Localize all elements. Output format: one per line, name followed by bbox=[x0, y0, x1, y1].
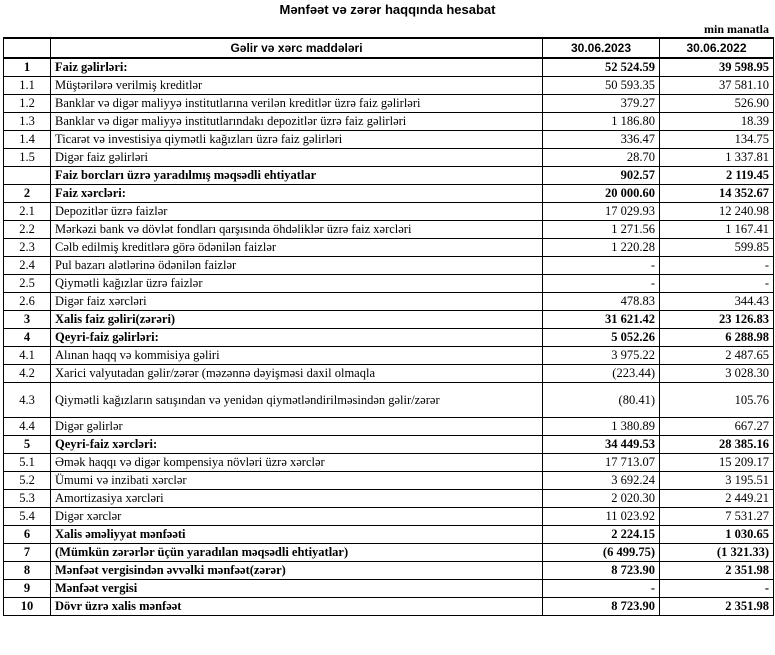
value-2022: 28 385.16 bbox=[660, 436, 774, 454]
value-2023: 1 220.28 bbox=[543, 239, 660, 257]
row-number: 1.3 bbox=[4, 113, 51, 131]
value-2022: 14 352.67 bbox=[660, 185, 774, 203]
value-2022: 39 598.95 bbox=[660, 58, 774, 77]
row-label: Mərkəzi bank və dövlət fondları qarşısında öhdəliklər üzrə faiz xərcləri bbox=[51, 221, 543, 239]
row-label: Faiz gəlirləri: bbox=[51, 58, 543, 77]
row-number: 1.2 bbox=[4, 95, 51, 113]
row-number: 3 bbox=[4, 311, 51, 329]
value-2022: (1 321.33) bbox=[660, 544, 774, 562]
row-number: 9 bbox=[4, 580, 51, 598]
row-number: 2.5 bbox=[4, 275, 51, 293]
value-2023: 1 380.89 bbox=[543, 418, 660, 436]
income-statement-table bbox=[3, 37, 774, 616]
row-label: Qiymətli kağızlar üzrə faizlər bbox=[51, 275, 543, 293]
table-row bbox=[4, 508, 774, 526]
table-row bbox=[4, 58, 774, 77]
value-2022: - bbox=[660, 275, 774, 293]
value-2023: 31 621.42 bbox=[543, 311, 660, 329]
table-row bbox=[4, 526, 774, 544]
row-label: Pul bazarı alətlərinə ödənilən faizlər bbox=[51, 257, 543, 275]
value-2022: 7 531.27 bbox=[660, 508, 774, 526]
row-number: 2.3 bbox=[4, 239, 51, 257]
table-row bbox=[4, 149, 774, 167]
table-row bbox=[4, 203, 774, 221]
table-row bbox=[4, 598, 774, 616]
table-row bbox=[4, 185, 774, 203]
value-2023: 17 029.93 bbox=[543, 203, 660, 221]
report-title: Mənfəət və zərər haqqında hesabat bbox=[279, 2, 496, 17]
value-2022: 105.76 bbox=[660, 383, 774, 418]
row-label: Cəlb edilmiş kreditlərə görə ödənilən faizlər bbox=[51, 239, 543, 257]
row-number: 5 bbox=[4, 436, 51, 454]
value-2023: 11 023.92 bbox=[543, 508, 660, 526]
value-2023: (223.44) bbox=[543, 365, 660, 383]
value-2022: 2 487.65 bbox=[660, 347, 774, 365]
row-number: 7 bbox=[4, 544, 51, 562]
row-label: Müştərilərə verilmiş kreditlər bbox=[51, 77, 543, 95]
value-2022: 1 167.41 bbox=[660, 221, 774, 239]
value-2023: - bbox=[543, 257, 660, 275]
value-2023: 8 723.90 bbox=[543, 562, 660, 580]
row-number: 10 bbox=[4, 598, 51, 616]
header-period-2023: 30.06.2023 bbox=[543, 38, 660, 58]
row-label: Faiz xərcləri: bbox=[51, 185, 543, 203]
value-2023: 2 224.15 bbox=[543, 526, 660, 544]
table-row bbox=[4, 436, 774, 454]
row-number: 8 bbox=[4, 562, 51, 580]
table-row bbox=[4, 275, 774, 293]
value-2023: 3 975.22 bbox=[543, 347, 660, 365]
value-2022: 18.39 bbox=[660, 113, 774, 131]
row-number: 2 bbox=[4, 185, 51, 203]
row-number: 5.1 bbox=[4, 454, 51, 472]
value-2022: 1 030.65 bbox=[660, 526, 774, 544]
row-label: Xalis faiz gəliri(zərəri) bbox=[51, 311, 543, 329]
value-2023: 20 000.60 bbox=[543, 185, 660, 203]
value-2022: 2 351.98 bbox=[660, 562, 774, 580]
value-2023: 379.27 bbox=[543, 95, 660, 113]
row-number: 5.4 bbox=[4, 508, 51, 526]
currency-unit-label: min manatla bbox=[703, 22, 769, 36]
row-label: Digər faiz xərcləri bbox=[51, 293, 543, 311]
row-label: Mənfəət vergisi bbox=[51, 580, 543, 598]
table-row bbox=[4, 167, 774, 185]
table-header-row bbox=[4, 38, 774, 58]
table-row bbox=[4, 472, 774, 490]
value-2023: 902.57 bbox=[543, 167, 660, 185]
value-2023: - bbox=[543, 275, 660, 293]
row-label: Qeyri-faiz xərcləri: bbox=[51, 436, 543, 454]
table-row bbox=[4, 239, 774, 257]
value-2022: 599.85 bbox=[660, 239, 774, 257]
row-label: Xarici valyutadan gəlir/zərər (məzənnə dəyişməsi daxil olmaqla bbox=[51, 365, 543, 383]
row-number: 4 bbox=[4, 329, 51, 347]
row-label: Depozitlər üzrə faizlər bbox=[51, 203, 543, 221]
value-2023: 3 692.24 bbox=[543, 472, 660, 490]
value-2022: - bbox=[660, 580, 774, 598]
table-row bbox=[4, 365, 774, 383]
table-row bbox=[4, 113, 774, 131]
row-number: 1.1 bbox=[4, 77, 51, 95]
value-2022: 667.27 bbox=[660, 418, 774, 436]
row-label: Ticarət və investisiya qiymətli kağızları üzrə faiz gəlirləri bbox=[51, 131, 543, 149]
table-row bbox=[4, 454, 774, 472]
row-number: 2.4 bbox=[4, 257, 51, 275]
row-number: 2.2 bbox=[4, 221, 51, 239]
value-2022: 526.90 bbox=[660, 95, 774, 113]
value-2022: 37 581.10 bbox=[660, 77, 774, 95]
row-label: Banklar və digər maliyyə institutlarına verilən kreditlər üzrə faiz gəlirləri bbox=[51, 95, 543, 113]
value-2023: 34 449.53 bbox=[543, 436, 660, 454]
header-item: Gəlir və xərc maddələri bbox=[51, 38, 543, 58]
value-2022: - bbox=[660, 257, 774, 275]
row-number: 4.1 bbox=[4, 347, 51, 365]
value-2023: 50 593.35 bbox=[543, 77, 660, 95]
value-2022: 23 126.83 bbox=[660, 311, 774, 329]
value-2022: 3 195.51 bbox=[660, 472, 774, 490]
row-number: 4.2 bbox=[4, 365, 51, 383]
table-row bbox=[4, 77, 774, 95]
value-2023: - bbox=[543, 580, 660, 598]
value-2022: 344.43 bbox=[660, 293, 774, 311]
row-label: Digər gəlirlər bbox=[51, 418, 543, 436]
value-2023: 478.83 bbox=[543, 293, 660, 311]
row-label: Dövr üzrə xalis mənfəət bbox=[51, 598, 543, 616]
row-number bbox=[4, 167, 51, 185]
row-label: Əmək haqqı və digər kompensiya növləri üzrə xərclər bbox=[51, 454, 543, 472]
table-row bbox=[4, 329, 774, 347]
value-2022: 134.75 bbox=[660, 131, 774, 149]
value-2023: 52 524.59 bbox=[543, 58, 660, 77]
table-row bbox=[4, 293, 774, 311]
row-number: 5.2 bbox=[4, 472, 51, 490]
row-number: 2.6 bbox=[4, 293, 51, 311]
table-row bbox=[4, 221, 774, 239]
value-2022: 2 351.98 bbox=[660, 598, 774, 616]
table-row bbox=[4, 131, 774, 149]
row-label: Banklar və digər maliyyə institutlarındakı depozitlər üzrə faiz gəlirləri bbox=[51, 113, 543, 131]
value-2022: 12 240.98 bbox=[660, 203, 774, 221]
row-label: Xalis əməliyyat mənfəəti bbox=[51, 526, 543, 544]
value-2023: 1 186.80 bbox=[543, 113, 660, 131]
value-2023: (80.41) bbox=[543, 383, 660, 418]
table-row bbox=[4, 490, 774, 508]
value-2022: 3 028.30 bbox=[660, 365, 774, 383]
table-row bbox=[4, 562, 774, 580]
table-row bbox=[4, 257, 774, 275]
table-row bbox=[4, 347, 774, 365]
row-number: 2.1 bbox=[4, 203, 51, 221]
value-2023: 5 052.26 bbox=[543, 329, 660, 347]
header-period-2022: 30.06.2022 bbox=[660, 38, 774, 58]
row-label: Mənfəət vergisindən əvvəlki mənfəət(zərər) bbox=[51, 562, 543, 580]
row-label: Amortizasiya xərcləri bbox=[51, 490, 543, 508]
table-row bbox=[4, 95, 774, 113]
row-label: Faiz borcları üzrə yaradılmış məqsədli ehtiyatlar bbox=[51, 167, 543, 185]
value-2023: 17 713.07 bbox=[543, 454, 660, 472]
table-row bbox=[4, 580, 774, 598]
row-label: (Mümkün zərərlər üçün yaradılan məqsədli ehtiyatlar) bbox=[51, 544, 543, 562]
row-number: 4.4 bbox=[4, 418, 51, 436]
row-label: Digər xərclər bbox=[51, 508, 543, 526]
row-label: Alınan haqq və kommisiya gəliri bbox=[51, 347, 543, 365]
row-label: Ümumi və inzibati xərclər bbox=[51, 472, 543, 490]
row-number: 1.5 bbox=[4, 149, 51, 167]
value-2022: 15 209.17 bbox=[660, 454, 774, 472]
value-2023: 1 271.56 bbox=[543, 221, 660, 239]
value-2023: 28.70 bbox=[543, 149, 660, 167]
row-number: 5.3 bbox=[4, 490, 51, 508]
table-body bbox=[4, 58, 774, 616]
table-row bbox=[4, 418, 774, 436]
row-label: Digər faiz gəlirləri bbox=[51, 149, 543, 167]
row-number: 1.4 bbox=[4, 131, 51, 149]
header-number bbox=[4, 38, 51, 58]
table-row bbox=[4, 544, 774, 562]
row-number: 6 bbox=[4, 526, 51, 544]
row-label: Qeyri-faiz gəlirləri: bbox=[51, 329, 543, 347]
row-number: 4.3 bbox=[4, 383, 51, 418]
value-2023: 336.47 bbox=[543, 131, 660, 149]
row-label: Qiymətli kağızların satışından və yenidən qiymətləndirilməsindən gəlir/zərər bbox=[51, 383, 543, 418]
value-2022: 2 119.45 bbox=[660, 167, 774, 185]
value-2022: 6 288.98 bbox=[660, 329, 774, 347]
table-row bbox=[4, 311, 774, 329]
value-2023: 2 020.30 bbox=[543, 490, 660, 508]
value-2023: (6 499.75) bbox=[543, 544, 660, 562]
row-number: 1 bbox=[4, 58, 51, 77]
value-2022: 2 449.21 bbox=[660, 490, 774, 508]
table-row bbox=[4, 383, 774, 418]
value-2022: 1 337.81 bbox=[660, 149, 774, 167]
value-2023: 8 723.90 bbox=[543, 598, 660, 616]
